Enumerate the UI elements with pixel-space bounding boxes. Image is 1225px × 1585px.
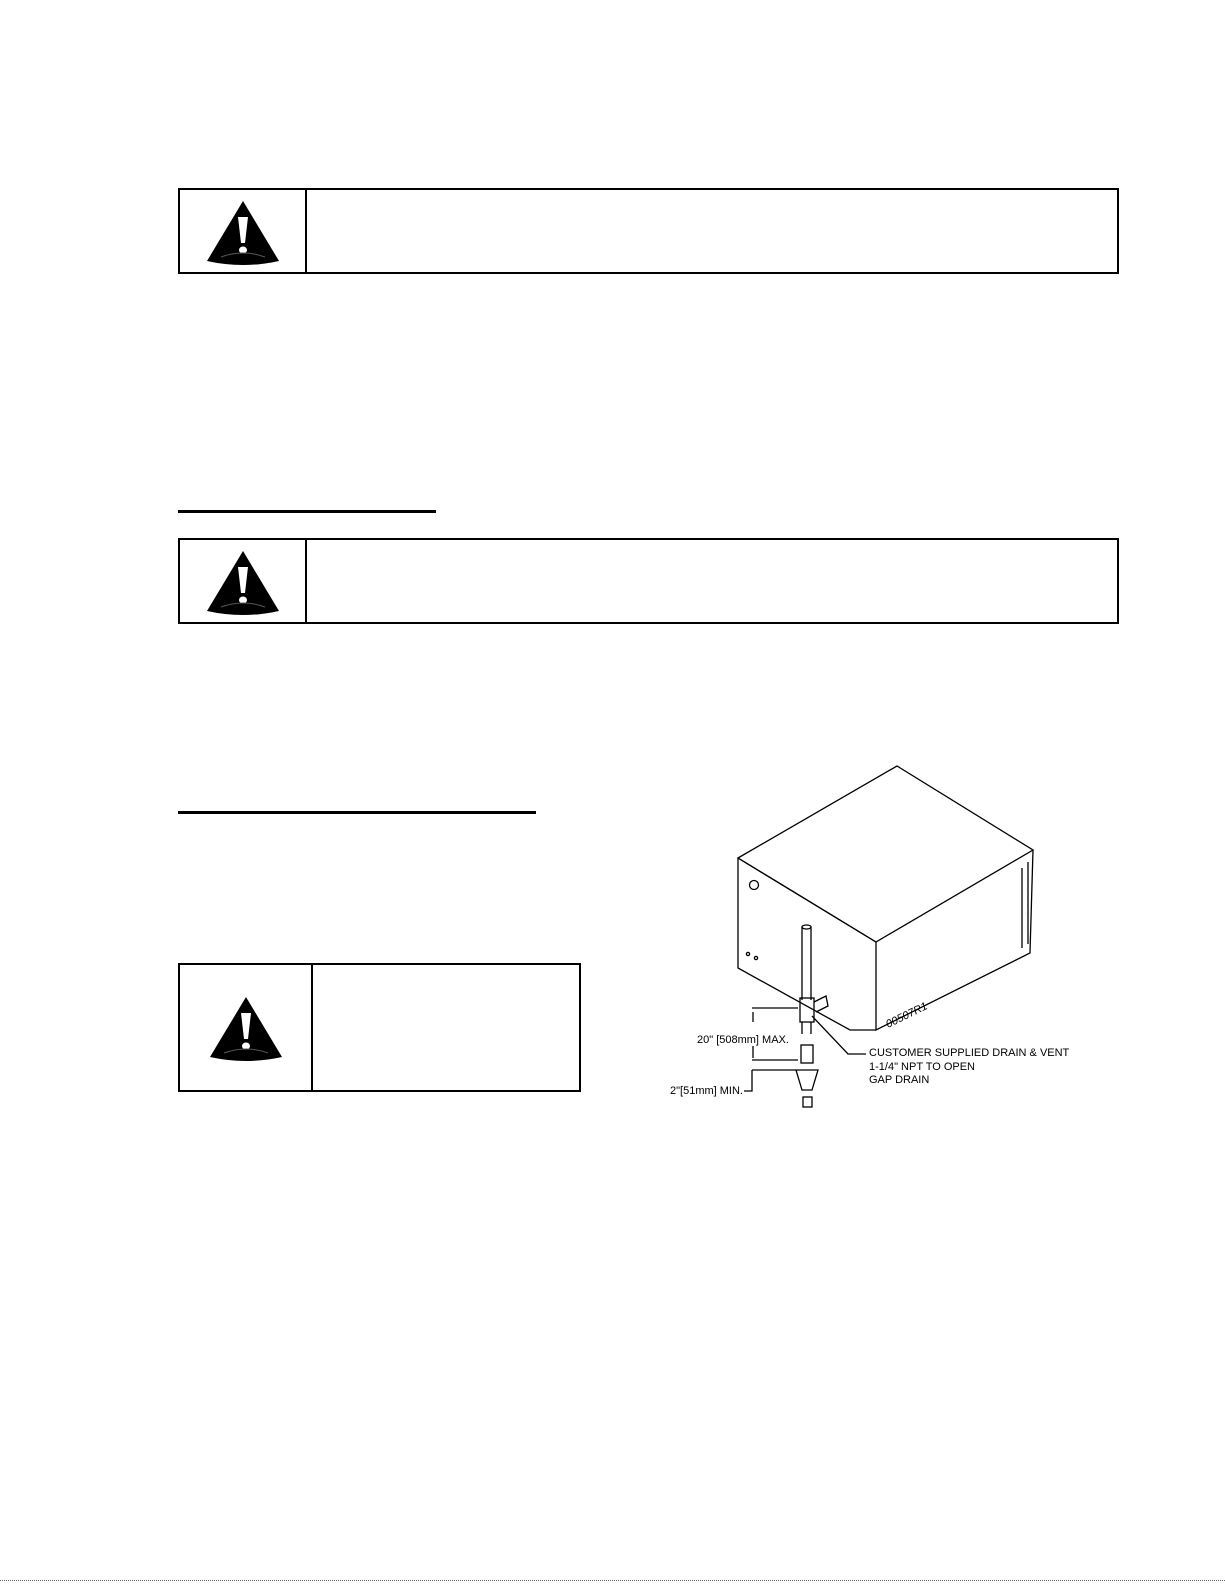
warning-triangle-icon (208, 995, 284, 1061)
warning-text-cell (307, 540, 1117, 622)
callout-leader (812, 1016, 866, 1054)
warning-icon-cell (180, 540, 307, 622)
warning-text-cell (313, 965, 579, 1090)
page-edge (0, 1580, 1225, 1581)
dimension-max-label: 20" [508mm] MAX. (697, 1034, 789, 1046)
warning-icon-cell (180, 965, 313, 1090)
warning-box-2 (178, 538, 1119, 624)
warning-triangle-icon (205, 549, 281, 615)
section-heading-underline (178, 510, 436, 513)
warning-box-1 (178, 188, 1119, 274)
drain-funnel (796, 1070, 818, 1090)
cabinet-side-face (876, 850, 1033, 1030)
cabinet-top (738, 766, 1033, 942)
cabinet-side-edge-detail (1022, 862, 1028, 948)
warning-text-cell (307, 190, 1117, 272)
callout-line-3: GAP DRAIN (869, 1074, 930, 1086)
mounting-hole (750, 881, 759, 890)
tee-fitting (800, 998, 814, 1022)
warning-box-3 (178, 963, 581, 1092)
drain-installation-diagram (640, 760, 1100, 1120)
drain-outlet (814, 996, 828, 1012)
callout-line-1: CUSTOMER SUPPLIED DRAIN & VENT (869, 1047, 1070, 1059)
dimension-min-line (744, 1070, 796, 1091)
section-heading-underline (178, 811, 536, 814)
callout-line-2: 1-1/4" NPT TO OPEN (869, 1061, 975, 1073)
dimension-min-label: 2"[51mm] MIN. (670, 1085, 743, 1097)
warning-icon-cell (180, 190, 307, 272)
part-number: 00507R1 (884, 1000, 930, 1031)
warning-triangle-icon (205, 199, 281, 265)
